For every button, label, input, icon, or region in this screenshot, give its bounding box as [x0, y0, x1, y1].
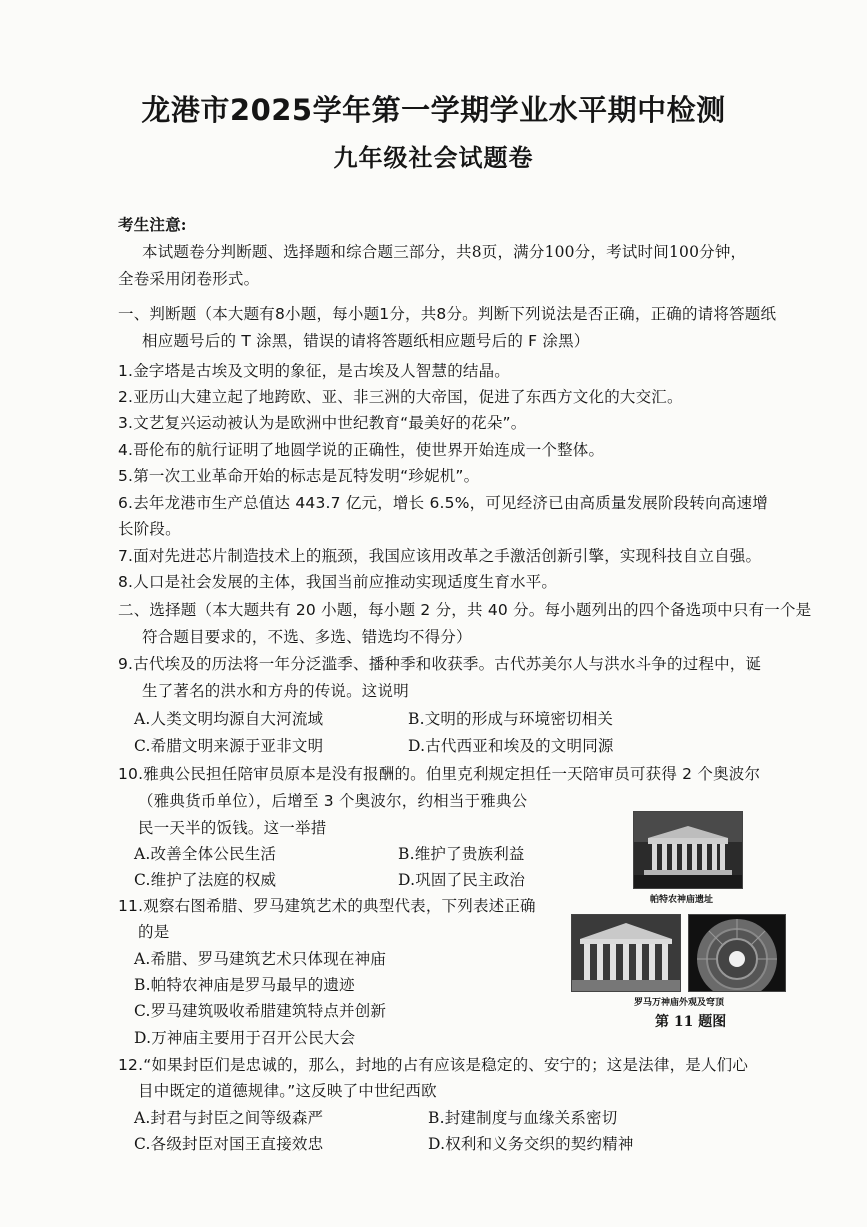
option: A.封君与封臣之间等级森严: [134, 1109, 324, 1127]
question-stem: 生了著名的洪水和方舟的传说。这说明: [142, 682, 409, 700]
question-stem: （雅典货币单位），后增至 3 个奥波尔，约相当于雅典公: [138, 792, 528, 810]
section-heading-judge: 一、判断题（本大题有8小题，每小题1分，共8分。判断下列说法是否正确，正确的请将答题纸: [118, 305, 777, 323]
pantheon-exterior-photo: [571, 914, 681, 992]
option: B.封建制度与血缘关系密切: [428, 1109, 618, 1127]
notice-heading: 考生注意:: [118, 215, 187, 234]
figure-caption: 罗马万神庙外观及穹顶: [634, 998, 725, 1008]
question-stem: 12.“如果封臣们是忠诚的，那么，封地的占有应该是稳定的、安宁的；这是法律，是人们心: [118, 1056, 749, 1074]
option: C.各级封臣对国王直接效忠: [134, 1135, 324, 1153]
page-title: 龙港市2025学年第一学期学业水平期中检测: [141, 93, 726, 127]
option: D.权利和义务交织的契约精神: [428, 1135, 634, 1153]
section-heading-judge: 相应题号后的 T 涂黑，错误的请将答题纸相应题号后的 F 涂黑）: [142, 332, 590, 350]
judge-item: 5.第一次工业革命开始的标志是瓦特发明“珍妮机”。: [118, 467, 480, 485]
question-stem: 9.古代埃及的历法将一年分泛滥季、播种季和收获季。古代苏美尔人与洪水斗争的过程中，诞: [118, 655, 762, 673]
option: B.维护了贵族利益: [398, 845, 525, 863]
option: D.古代西亚和埃及的文明同源: [408, 737, 614, 755]
option: C.希腊文明来源于亚非文明: [134, 737, 324, 755]
notice-line: 本试题卷分判断题、选择题和综合题三部分，共8页，满分100分，考试时间100分钟，: [142, 243, 747, 261]
question-stem: 10.雅典公民担任陪审员原本是没有报酬的。伯里克利规定担任一天陪审员可获得 2 个奥波尔: [118, 765, 761, 783]
page-subtitle: 九年级社会试题卷: [333, 144, 534, 172]
judge-item: 4.哥伦布的航行证明了地圆学说的正确性，使世界开始连成一个整体。: [118, 441, 605, 459]
option: D.巩固了民主政治: [398, 871, 526, 889]
judge-item: 1.金字塔是古埃及文明的象征，是古埃及人智慧的结晶。: [118, 362, 510, 380]
judge-item: 7.面对先进芯片制造技术上的瓶颈，我国应该用改革之手激活创新引擎，实现科技自立自强。: [118, 547, 762, 565]
judge-item: 2.亚历山大建立起了地跨欧、亚、非三洲的大帝国，促进了东西方文化的大交汇。: [118, 388, 683, 406]
option: B.帕特农神庙是罗马最早的遗迹: [134, 976, 355, 994]
option: A.人类文明均源自大河流域: [134, 710, 324, 728]
figure-label: 第 11 题图: [655, 1014, 727, 1030]
section-heading-choice: 二、选择题（本大题共有 20 小题，每小题 2 分，共 40 分。每小题列出的四个备选项中只有一个是: [118, 601, 812, 619]
notice-line: 全卷采用闭卷形式。: [118, 270, 260, 288]
judge-item: 长阶段。: [118, 520, 181, 538]
option: D.万神庙主要用于召开公民大会: [134, 1029, 356, 1047]
judge-item: 6.去年龙港市生产总值达 443.7 亿元，增长 6.5%，可见经济已由高质量发展阶段转向高速增: [118, 494, 768, 512]
question-stem: 目中既定的道德规律。”这反映了中世纪西欧: [138, 1082, 437, 1100]
option: A.改善全体公民生活: [134, 845, 277, 863]
section-heading-choice: 符合题目要求的，不选、多选、错选均不得分）: [142, 628, 472, 646]
pantheon-dome-photo: [688, 914, 786, 992]
question-stem: 11.观察右图希腊、罗马建筑艺术的典型代表，下列表述正确: [118, 897, 536, 915]
option: A.希腊、罗马建筑艺术只体现在神庙: [134, 950, 387, 968]
judge-item: 3.文艺复兴运动被认为是欧洲中世纪教育“最美好的花朵”。: [118, 414, 527, 432]
option: B.文明的形成与环境密切相关: [408, 710, 614, 728]
option: C.罗马建筑吸收希腊建筑特点并创新: [134, 1002, 387, 1020]
judge-item: 8.人口是社会发展的主体，我国当前应推动实现适度生育水平。: [118, 573, 558, 591]
question-stem: 民一天半的饭钱。这一举措: [138, 819, 327, 837]
question-stem: 的是: [138, 923, 170, 941]
figure-caption: 帕特农神庙遗址: [650, 895, 714, 905]
option: C.维护了法庭的权威: [134, 871, 277, 889]
parthenon-photo: [633, 811, 743, 889]
